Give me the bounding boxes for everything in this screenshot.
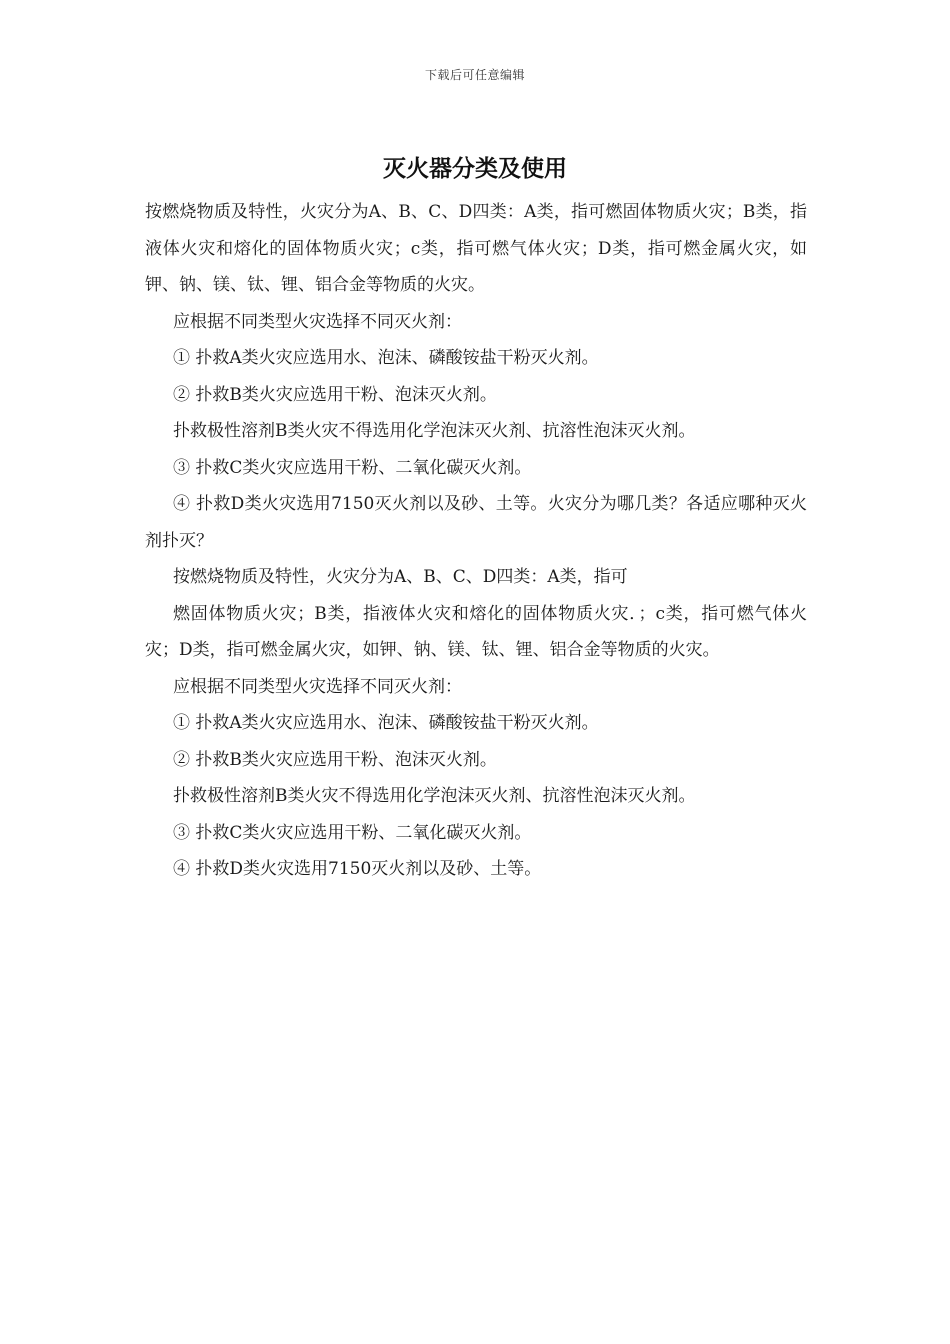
paragraph-fire-classes: 按燃烧物质及特性，火灾分为A、B、C、D四类：A类，指可燃固体物质火灾；B类，指液体火灾和熔化的固体物质火灾；c类，指可燃气体火灾；D类，指可燃金属火灾，如钾、钠、镁、钛、锂、铝合金等物质的火灾。: [145, 202, 807, 295]
paragraph-fire-classes-repeat-start: 按燃烧物质及特性，火灾分为A、B、C、D四类：A类，指可: [173, 567, 628, 587]
paragraph-class-c-repeat: ③ 扑救C类火灾应选用干粉、二氧化碳灭火剂。: [173, 822, 532, 843]
paragraph-class-d-question: ④ 扑救D类火灾选用7150灭火剂以及砂、土等。火灾分为哪几类？各适应哪种灭火剂扑灭？: [145, 494, 807, 551]
paragraph-class-a: ① 扑救A类火灾应选用水、泡沫、磷酸铵盐干粉灭火剂。: [173, 348, 599, 368]
paragraph-class-b: ② 扑救B类火灾应选用干粉、泡沫灭火剂。: [173, 384, 497, 405]
paragraph-class-d-repeat: ④ 扑救D类火灾选用7150灭火剂以及砂、土等。: [173, 859, 542, 879]
document-title: 灭火器分类及使用: [383, 156, 567, 182]
paragraph-choose-agent: 应根据不同类型火灾选择不同灭火剂：: [173, 311, 462, 332]
paragraph-polar-solvent-repeat: 扑救极性溶剂B类火灾不得选用化学泡沫灭火剂、抗溶性泡沫灭火剂。: [173, 786, 696, 806]
paragraph-fire-classes-repeat-cont: 燃固体物质火灾；B类，指液体火灾和熔化的固体物质火灾．；c类，指可燃气体火灾；D类，指可燃金属火灾，如钾、钠、镁、钛、锂、铝合金等物质的火灾。: [145, 603, 807, 660]
paragraph-class-c: ③ 扑救C类火灾应选用干粉、二氧化碳灭火剂。: [173, 457, 532, 478]
paragraph-class-b-repeat: ② 扑救B类火灾应选用干粉、泡沫灭火剂。: [173, 749, 497, 770]
header-note: 下载后可任意编辑: [424, 68, 525, 82]
paragraph-choose-agent-repeat: 应根据不同类型火灾选择不同灭火剂：: [173, 676, 462, 697]
document-body: [145, 194, 807, 888]
paragraph-class-a-repeat: ① 扑救A类火灾应选用水、泡沫、磷酸铵盐干粉灭火剂。: [173, 713, 599, 733]
paragraph-polar-solvent: 扑救极性溶剂B类火灾不得选用化学泡沫灭火剂、抗溶性泡沫灭火剂。: [173, 421, 696, 441]
